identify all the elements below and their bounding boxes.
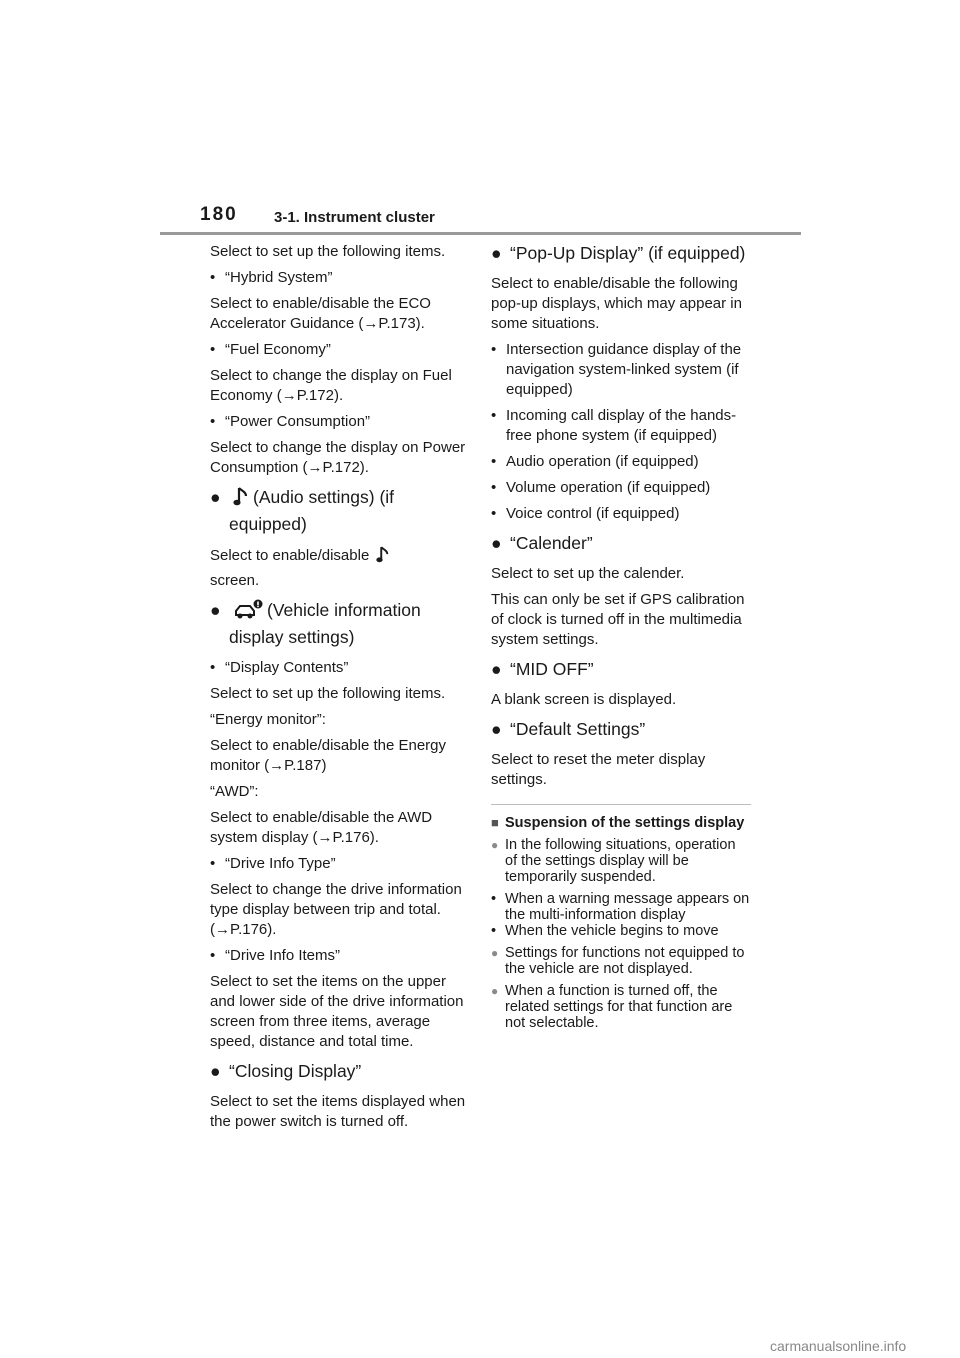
paragraph: Select to set up the following items. — [210, 685, 446, 702]
heading-calender: ● “Calender” — [491, 533, 593, 553]
bullet-item: • “Power Consumption” — [210, 412, 472, 432]
paragraph: Select to reset the meter display settings. — [491, 751, 706, 788]
heading-vehicle-info: ● (Vehicle information display settings) — [210, 600, 421, 647]
header-rule — [160, 232, 801, 235]
car-info-icon — [233, 599, 263, 626]
bullet-item: • Incoming call display of the hands-free phone system (if equipped) — [491, 406, 751, 446]
note-item: ● When a function is turned off, the related settings for that function are not selectable. — [491, 983, 751, 1031]
paragraph: Select to enable/disable the Energy monitor (→P.187) — [210, 737, 446, 774]
paragraph: This can only be set if GPS calibration of clock is turned off in the multimedia system settings. — [491, 591, 745, 648]
paragraph: Select to set the items displayed when the power switch is turned off. — [210, 1093, 466, 1130]
heading-closing-display: ● “Closing Display” — [210, 1061, 362, 1081]
paragraph: Select to enable/disable the AWD system display (→P.176). — [210, 809, 433, 846]
bullet-item: • “Drive Info Type” — [210, 854, 472, 874]
paragraph: Select to enable/disable the following pop-up displays, which may appear in some situations. — [491, 275, 742, 332]
paragraph: Select to change the display on Fuel Economy (→P.172). — [210, 367, 452, 404]
bullet-item: • “Fuel Economy” — [210, 340, 472, 360]
watermark: carmanualsonline.info — [770, 1338, 907, 1354]
left-column — [210, 242, 472, 1138]
note-body — [491, 837, 751, 1031]
paragraph: Select to set the items on the upper and lower side of the drive information screen from three items, average speed, distance and total time. — [210, 973, 464, 1050]
paragraph: Select to set up the calender. — [491, 565, 685, 582]
note-title: ■ Suspension of the settings display — [491, 815, 751, 831]
note-item: ● In the following situations, operation of the settings display will be temporarily suspended. — [491, 837, 751, 885]
note-bullet: • When a warning message appears on the multi-information display — [491, 891, 751, 923]
bullet-item: • Voice control (if equipped) — [491, 504, 751, 524]
paragraph: “Energy monitor”: — [210, 711, 326, 728]
right-column — [491, 242, 751, 1037]
paragraph: A blank screen is displayed. — [491, 691, 677, 708]
bullet-item: • “Display Contents” — [210, 658, 472, 678]
heading-mid-off: ● “MID OFF” — [491, 659, 594, 679]
music-note-icon — [233, 486, 249, 513]
page-number: 180 — [200, 204, 238, 225]
paragraph: Select to enable/disable screen. — [210, 545, 472, 591]
bullet-item: • Intersection guidance display of the navigation system-linked system (if equipped) — [491, 340, 751, 400]
bullet-item: • Audio operation (if equipped) — [491, 452, 751, 472]
note-bullet: • When the vehicle begins to move — [491, 923, 751, 939]
paragraph: Select to set up the following items. — [210, 243, 446, 260]
paragraph: Select to change the display on Power Consumption (→P.172). — [210, 439, 466, 476]
paragraph: Select to enable/disable the ECO Accelerator Guidance (→P.173). — [210, 295, 431, 332]
bullet-item: • Volume operation (if equipped) — [491, 478, 751, 498]
note-item: ● Settings for functions not equipped to the vehicle are not displayed. — [491, 945, 751, 977]
bullet-item: • “Drive Info Items” — [210, 946, 472, 966]
section-title: 3-1. Instrument cluster — [274, 209, 435, 226]
bullet-item: • “Hybrid System” — [210, 268, 472, 288]
heading-audio-settings: ● (Audio settings) (if equipped) — [210, 487, 395, 534]
note-divider — [491, 804, 751, 805]
heading-default-settings: ● “Default Settings” — [491, 719, 646, 739]
heading-popup-display: ● “Pop-Up Display” (if equipped) — [491, 243, 746, 263]
paragraph: “AWD”: — [210, 783, 259, 800]
music-note-icon — [376, 545, 390, 571]
paragraph: Select to change the drive information type display between trip and total. (→P.176). — [210, 881, 462, 938]
